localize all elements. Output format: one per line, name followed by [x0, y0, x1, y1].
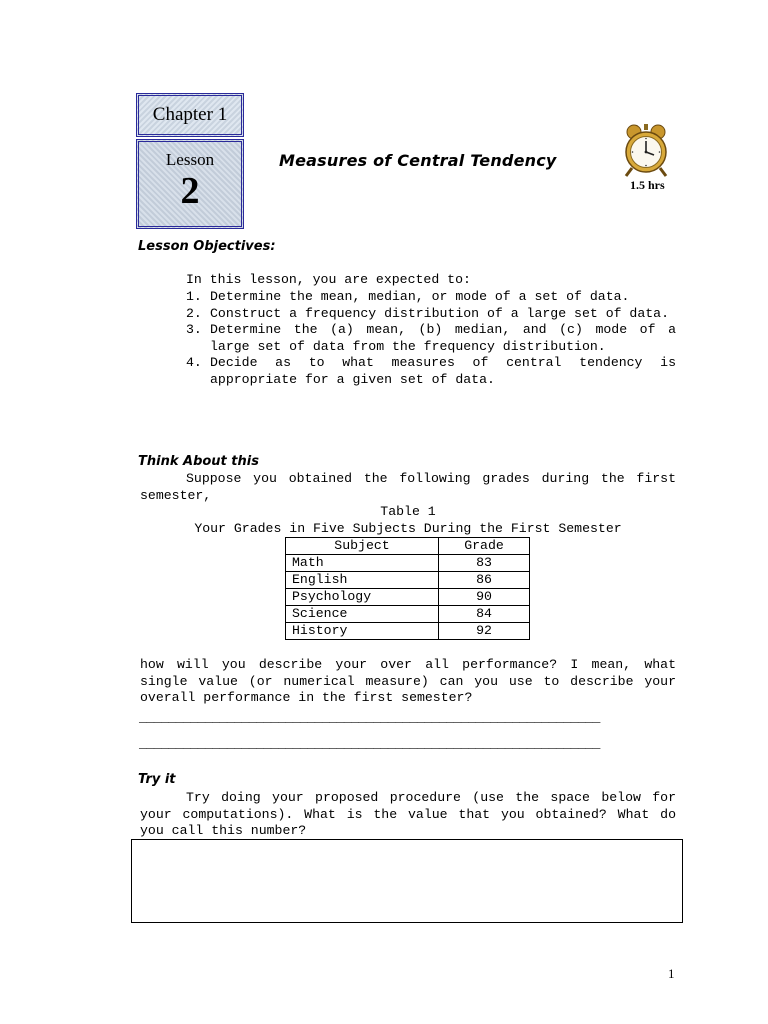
table-row — [286, 606, 530, 623]
think-intro: Suppose you obtained the following grades during the first semester, — [140, 471, 676, 503]
try-heading: Try it — [138, 772, 176, 787]
table-caption: Your Grades in Five Subjects During the First Semester — [194, 521, 622, 536]
objective-item: 3. Determine the (a) mean, (b) median, and (c) mode of a large set of data from the frequency distribution. — [186, 322, 676, 354]
objective-item: 2. Construct a frequency distribution of a large set of data. — [186, 305, 669, 321]
column-header-subject: Subject — [286, 538, 439, 555]
lesson-label: Lesson — [165, 150, 215, 169]
objectives-intro: In this lesson, you are expected to: — [186, 272, 471, 287]
grade-cell: 86 — [439, 572, 530, 589]
grade-cell: 90 — [439, 589, 530, 606]
duration-label: 1.5 hrs — [630, 178, 665, 192]
table-row — [286, 555, 530, 572]
objectives-heading: Lesson Objectives: — [138, 239, 276, 254]
table-row — [286, 572, 530, 589]
grades-table — [285, 537, 530, 640]
objectives-list — [186, 289, 676, 389]
chapter-label: Chapter 1 — [152, 104, 228, 125]
subject-cell: History — [286, 623, 439, 640]
page-number: 1 — [668, 966, 675, 981]
lesson-box — [136, 139, 244, 229]
table-row — [286, 623, 530, 640]
think-question: how will you describe your over all performance? I mean, what single value (or numerical measure) can you use to describe your overall performance in the first semester? — [140, 657, 676, 706]
subject-cell: Psychology — [286, 589, 439, 606]
objective-item: 1. Determine the mean, median, or mode of a set of data. — [186, 289, 630, 304]
answer-line[interactable]: _______________________________________________________________ — [139, 736, 600, 751]
grade-cell: 92 — [439, 623, 530, 640]
objective-item: 4. Decide as to what measures of central tendency is appropriate for a given set of data. — [186, 355, 676, 387]
subject-cell: Math — [286, 555, 439, 572]
chapter-box — [136, 93, 244, 137]
table-row — [286, 589, 530, 606]
try-text: Try doing your proposed procedure (use the space below for your computations). What is the value that you obtained? What do you call this number? — [140, 790, 676, 839]
grade-cell: 84 — [439, 606, 530, 623]
lesson-number: 2 — [180, 170, 200, 212]
grade-cell: 83 — [439, 555, 530, 572]
computation-box[interactable] — [131, 839, 683, 923]
page-title: Measures of Central Tendency — [279, 151, 557, 170]
subject-cell: Science — [286, 606, 439, 623]
subject-cell: English — [286, 572, 439, 589]
answer-line[interactable]: _______________________________________________________________ — [139, 710, 600, 725]
table-label: Table 1 — [380, 504, 436, 519]
column-header-grade: Grade — [439, 538, 530, 555]
table-header-row — [286, 538, 530, 555]
think-heading: Think About this — [138, 454, 259, 469]
alarm-clock-icon — [620, 122, 672, 178]
